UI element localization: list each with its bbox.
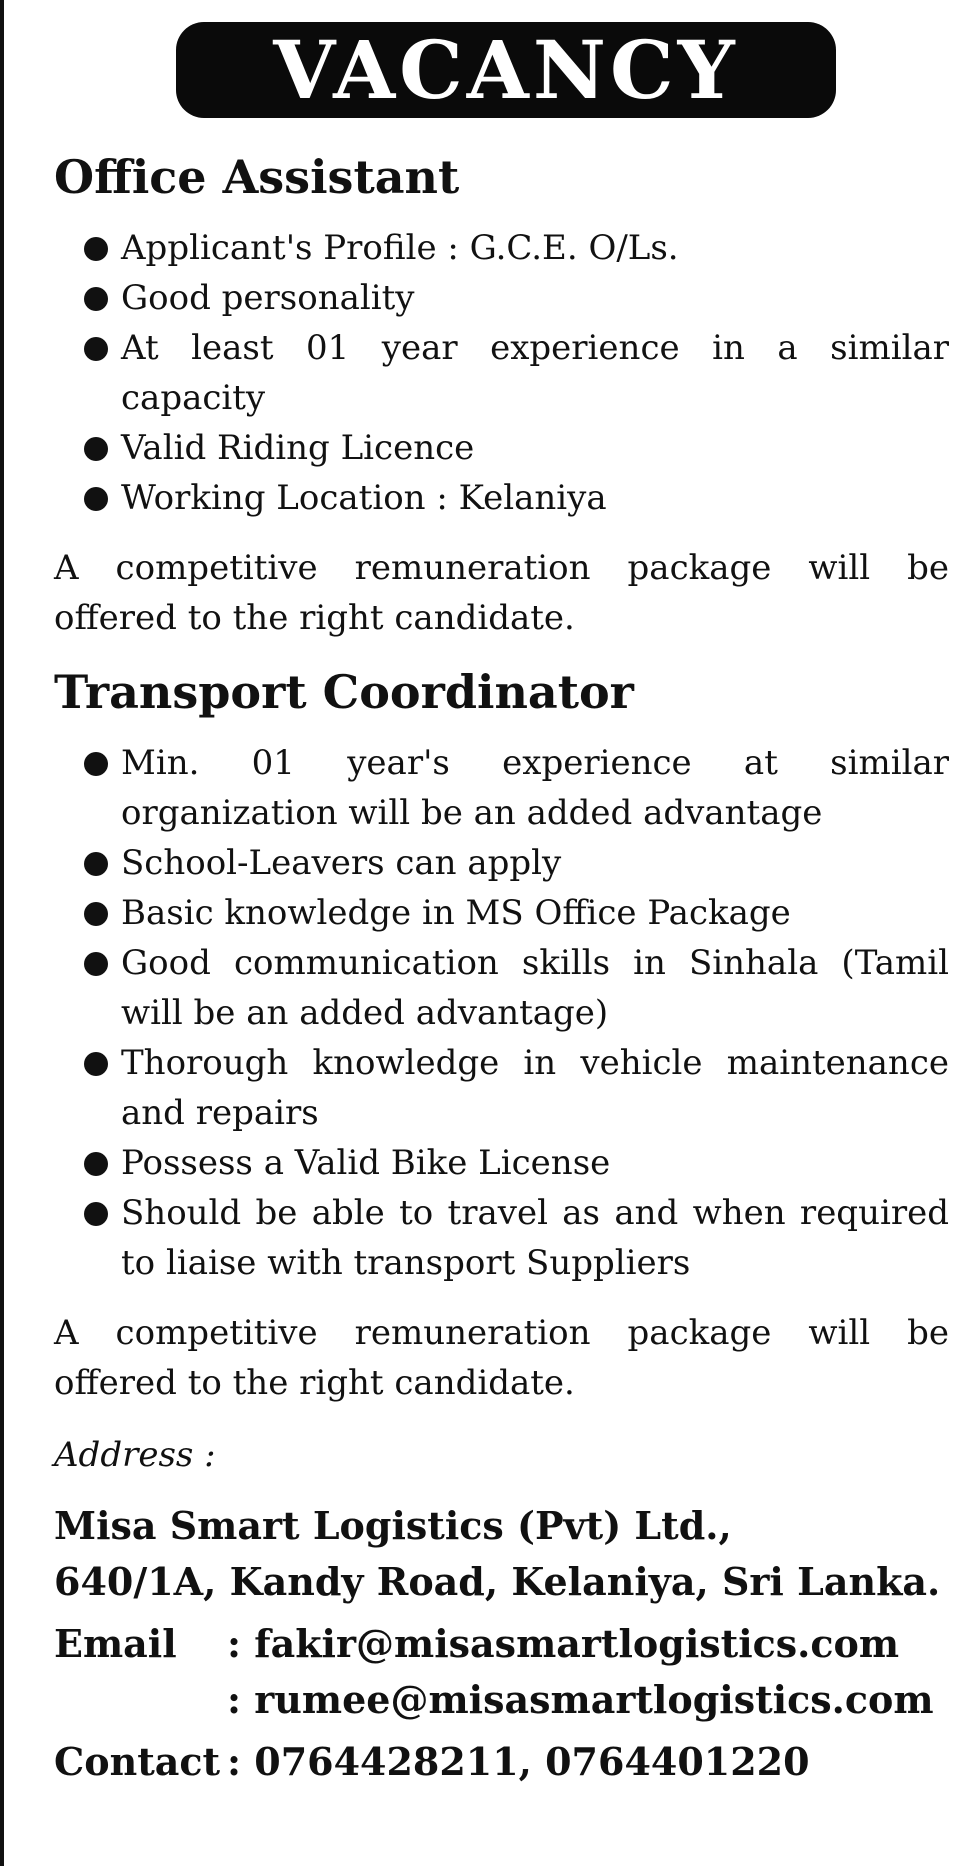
bullet-icon bbox=[84, 1052, 108, 1076]
email-address-rumee[interactable]: : rumee@misasmartlogistics.com bbox=[227, 1677, 934, 1723]
address-label: Address : bbox=[54, 1435, 216, 1476]
company-name: Misa Smart Logistics (Pvt) Ltd., bbox=[54, 1503, 732, 1549]
list-item: Min. 01 year's experience at similar organization will be an added advantage bbox=[54, 738, 949, 838]
list-item: Possess a Valid Bike License bbox=[54, 1138, 949, 1188]
ad-content bbox=[54, 140, 949, 1790]
email-address-fakir[interactable]: : fakir@misasmartlogistics.com bbox=[227, 1621, 900, 1667]
bullet-icon bbox=[84, 287, 108, 311]
list-item: Good communication skills in Sinhala (Tamil will be an added advantage) bbox=[54, 938, 949, 1038]
banner-title: VACANCY bbox=[273, 23, 739, 117]
bullet-icon bbox=[84, 852, 108, 876]
list-item: School-Leavers can apply bbox=[54, 838, 949, 888]
list-item: Working Location : Kelaniya bbox=[54, 473, 949, 523]
transport-coordinator-remuneration-note: A competitive remuneration package will be offered to the right candidate. bbox=[54, 1313, 949, 1404]
bullet-icon bbox=[84, 1202, 108, 1226]
list-item: Valid Riding Licence bbox=[54, 423, 949, 473]
company-street-address: 640/1A, Kandy Road, Kelaniya, Sri Lanka. bbox=[54, 1559, 941, 1605]
office-assistant-requirements bbox=[54, 223, 949, 523]
job-title-transport-coordinator: Transport Coordinator bbox=[54, 665, 634, 720]
bullet-icon bbox=[84, 752, 108, 776]
bullet-icon bbox=[84, 902, 108, 926]
bullet-icon bbox=[84, 1152, 108, 1176]
bullet-icon bbox=[84, 337, 108, 361]
contact-phone-numbers[interactable]: : 0764428211, 0764401220 bbox=[227, 1739, 810, 1785]
job-title-office-assistant: Office Assistant bbox=[54, 150, 460, 204]
vacancy-banner bbox=[176, 22, 836, 118]
email-label: Email bbox=[54, 1621, 177, 1667]
bullet-icon bbox=[84, 237, 108, 261]
contact-row bbox=[54, 1734, 949, 1790]
transport-coordinator-requirements bbox=[54, 738, 949, 1288]
bullet-icon bbox=[84, 437, 108, 461]
email-row-2 bbox=[54, 1672, 949, 1728]
bullet-icon bbox=[84, 952, 108, 976]
email-row-1 bbox=[54, 1616, 949, 1672]
list-item: Basic knowledge in MS Office Package bbox=[54, 888, 949, 938]
list-item: Applicant's Profile : G.C.E. O/Ls. bbox=[54, 223, 949, 273]
office-assistant-remuneration-note: A competitive remuneration package will be offered to the right candidate. bbox=[54, 548, 949, 639]
list-item: Should be able to travel as and when required to liaise with transport Suppliers bbox=[54, 1188, 949, 1288]
contact-label: Contact bbox=[54, 1739, 221, 1785]
list-item: At least 01 year experience in a similar capacity bbox=[54, 323, 949, 423]
list-item: Thorough knowledge in vehicle maintenance and repairs bbox=[54, 1038, 949, 1138]
list-item: Good personality bbox=[54, 273, 949, 323]
bullet-icon bbox=[84, 487, 108, 511]
